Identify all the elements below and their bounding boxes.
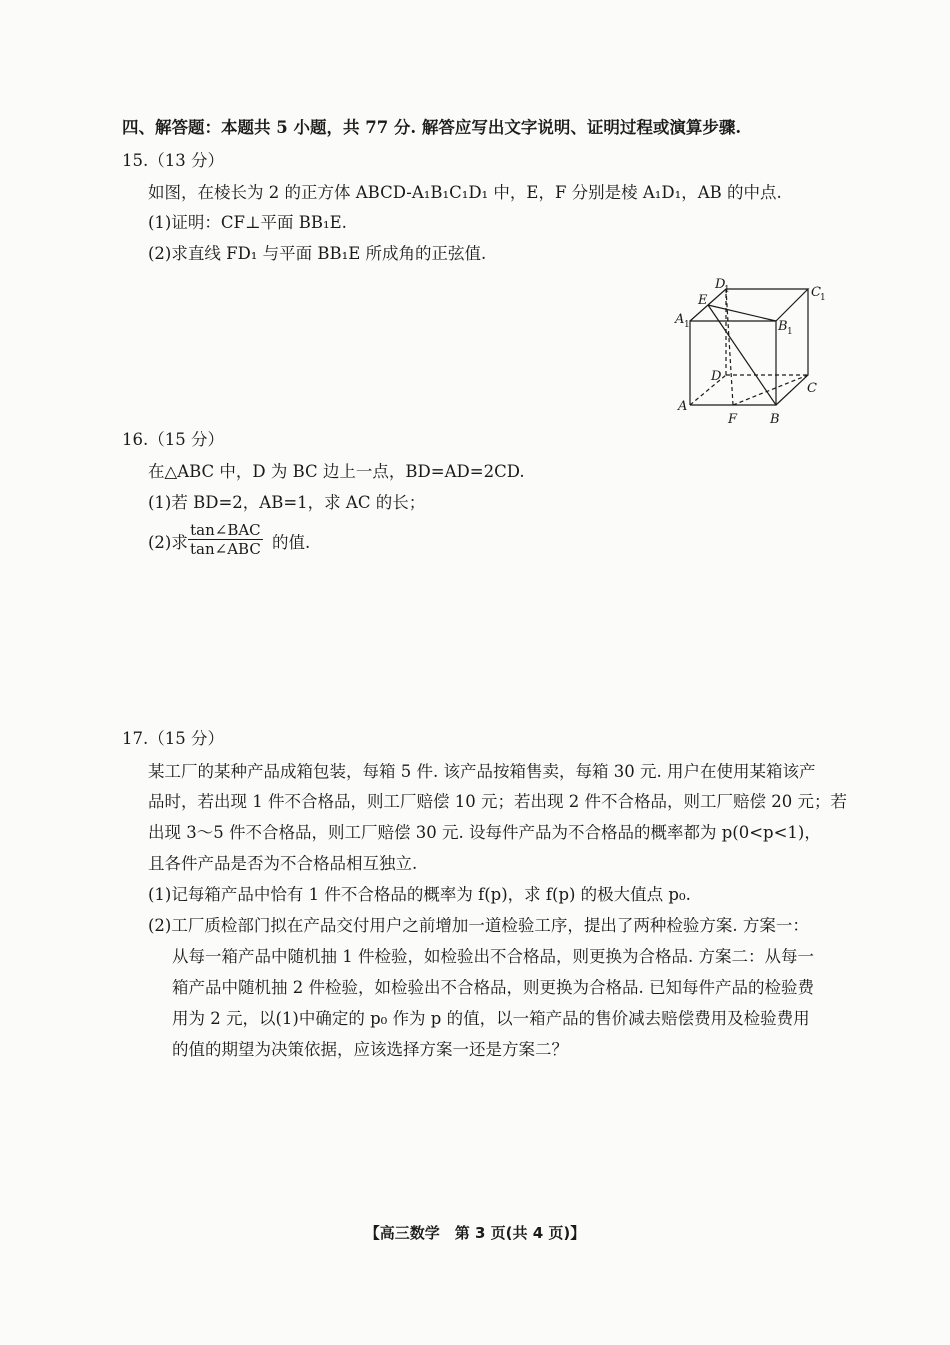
label-c: C — [807, 381, 817, 396]
cube-top-face — [690, 289, 808, 321]
cube-figure — [668, 272, 838, 432]
line-eb1 — [708, 305, 776, 321]
label-a: A — [678, 399, 688, 414]
cube-right-face — [776, 289, 808, 405]
q17-part2-line-5: 的值的期望为决策依据，应该选择方案一还是方案二？ — [172, 1040, 568, 1059]
q16-fraction-numerator: tan∠BAC — [188, 521, 263, 540]
label-c1: C — [811, 285, 821, 300]
q16-stem: 在△ABC 中，D 为 BC 边上一点，BD=AD=2CD. — [148, 462, 525, 481]
line-fd1 — [726, 289, 733, 405]
label-a1: A — [675, 312, 685, 327]
q15-part2: (2)求直线 FD₁ 与平面 BB₁E 所成角的正弦值. — [148, 244, 487, 263]
q17-part2-line-1: (2)工厂质检部门拟在产品交付用户之前增加一道检验工序，提出了两种检验方案. 方案一： — [148, 916, 809, 935]
q17-part1: (1)记每箱产品中恰有 1 件不合格品的概率为 f(p)，求 f(p) 的极大值点 p₀. — [148, 885, 691, 904]
label-b1: B — [778, 319, 788, 334]
label-f: F — [728, 412, 738, 427]
svg-text:1: 1 — [787, 327, 793, 337]
line-fc — [733, 375, 808, 405]
label-d1: D — [715, 277, 726, 292]
cube-front-face — [690, 321, 776, 405]
label-d: D — [711, 369, 722, 384]
q17-part2-line-2: 从每一箱产品中随机抽 1 件检验，如检验出不合格品，则更换为合格品. 方案二：从每一 — [172, 947, 814, 966]
q17-header: 17.（15 分） — [122, 729, 224, 748]
svg-text:1: 1 — [724, 285, 730, 295]
q17-stem-line-4: 且各件产品是否为不合格品相互独立. — [148, 854, 418, 873]
q17-stem-line-2: 品时，若出现 1 件不合格品，则工厂赔偿 10 元；若出现 2 件不合格品，则工厂赔偿 20 元；若 — [148, 792, 847, 811]
q16-header: 16.（15 分） — [122, 430, 224, 449]
line-eb — [708, 305, 776, 405]
q17-part2-line-3: 箱产品中随机抽 2 件检验，如检验出不合格品，则更换为合格品. 已知每件产品的检验费 — [172, 978, 814, 997]
q17-part2-line-4: 用为 2 元，以(1)中确定的 p₀ 作为 p 的值，以一箱产品的售价减去赔偿费用及检验费用 — [172, 1009, 810, 1028]
q17-stem-line-1: 某工厂的某种产品成箱包装，每箱 5 件. 该产品按箱售卖，每箱 30 元. 用户在使用某箱该产 — [148, 762, 816, 781]
q17-stem-line-3: 出现 3～5 件不合格品，则工厂赔偿 30 元. 设每件产品为不合格品的概率都为 p(0<p<1)， — [148, 823, 821, 842]
label-e: E — [698, 293, 708, 308]
q16-part1: (1)若 BD=2，AB=1，求 AC 的长； — [148, 493, 426, 512]
page-footer: 【高三数学 第 3 页(共 4 页)】 — [364, 1224, 586, 1242]
section-heading: 四、解答题：本题共 5 小题，共 77 分. 解答应写出文字说明、证明过程或演算步骤. — [122, 118, 742, 137]
q15-part1: (1)证明：CF⊥平面 BB₁E. — [148, 213, 347, 232]
svg-text:1: 1 — [820, 293, 826, 303]
q16-part2-suffix: 的值. — [272, 533, 311, 552]
q16-part2-prefix: (2)求 — [148, 533, 188, 552]
label-b: B — [770, 412, 780, 427]
q16-fraction-denominator: tan∠ABC — [190, 540, 261, 558]
svg-text:1: 1 — [684, 320, 690, 330]
q16-fraction — [188, 521, 263, 558]
q15-stem: 如图，在棱长为 2 的正方体 ABCD-A₁B₁C₁D₁ 中，E，F 分别是棱 A₁D₁，AB 的中点. — [148, 183, 782, 202]
q15-header: 15.（13 分） — [122, 151, 224, 170]
